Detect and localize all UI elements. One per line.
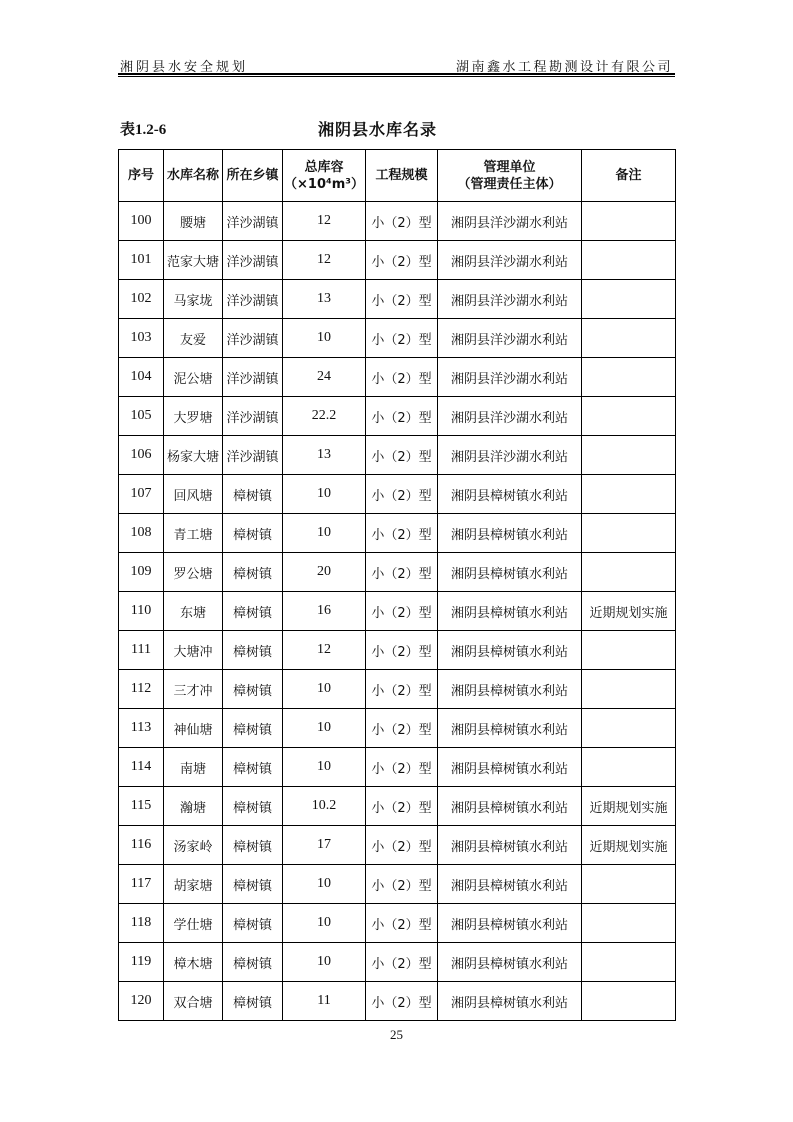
cell-name: 青工塘 xyxy=(164,514,223,553)
cell-unit: 湘阴县樟树镇水利站 xyxy=(438,826,582,865)
cell-town: 洋沙湖镇 xyxy=(223,319,283,358)
cell-town: 洋沙湖镇 xyxy=(223,358,283,397)
table-row xyxy=(119,514,676,553)
cell-note xyxy=(582,904,676,943)
col-header-town: 所在乡镇 xyxy=(223,150,283,202)
cell-note xyxy=(582,475,676,514)
cell-capacity: 24 xyxy=(283,358,366,397)
cell-unit: 湘阴县洋沙湖水利站 xyxy=(438,319,582,358)
cell-town: 樟树镇 xyxy=(223,475,283,514)
col-header-unit-sub: （管理责任主体） xyxy=(457,176,562,192)
cell-note xyxy=(582,397,676,436)
cell-no: 110 xyxy=(119,592,164,631)
cell-capacity: 10 xyxy=(283,748,366,787)
table-row xyxy=(119,865,676,904)
cell-capacity: 22.2 xyxy=(283,397,366,436)
cell-unit: 湘阴县樟树镇水利站 xyxy=(438,475,582,514)
cell-capacity: 16 xyxy=(283,592,366,631)
cell-town: 洋沙湖镇 xyxy=(223,397,283,436)
cell-town: 樟树镇 xyxy=(223,592,283,631)
cell-scale: 小（2）型 xyxy=(366,670,438,709)
cell-note xyxy=(582,553,676,592)
cell-town: 樟树镇 xyxy=(223,826,283,865)
cell-no: 117 xyxy=(119,865,164,904)
cell-scale: 小（2）型 xyxy=(366,514,438,553)
cell-no: 114 xyxy=(119,748,164,787)
cell-note xyxy=(582,358,676,397)
col-header-capacity xyxy=(283,150,366,202)
table-number: 表1.2-6 xyxy=(120,122,167,138)
col-header-no: 序号 xyxy=(119,150,164,202)
cell-town: 樟树镇 xyxy=(223,904,283,943)
col-header-note: 备注 xyxy=(582,150,676,202)
cell-unit: 湘阴县樟树镇水利站 xyxy=(438,865,582,904)
cell-town: 樟树镇 xyxy=(223,865,283,904)
cell-no: 109 xyxy=(119,553,164,592)
cell-name: 腰塘 xyxy=(164,202,223,241)
cell-no: 108 xyxy=(119,514,164,553)
col-header-scale: 工程规模 xyxy=(366,150,438,202)
table-row xyxy=(119,670,676,709)
table-row xyxy=(119,319,676,358)
cell-capacity: 12 xyxy=(283,631,366,670)
cell-town: 樟树镇 xyxy=(223,709,283,748)
cell-no: 116 xyxy=(119,826,164,865)
cell-unit: 湘阴县樟树镇水利站 xyxy=(438,943,582,982)
cell-capacity: 10 xyxy=(283,475,366,514)
cell-note xyxy=(582,514,676,553)
cell-capacity: 10 xyxy=(283,319,366,358)
cell-scale: 小（2）型 xyxy=(366,358,438,397)
cell-town: 樟树镇 xyxy=(223,553,283,592)
cell-note xyxy=(582,865,676,904)
table-row xyxy=(119,631,676,670)
cell-note xyxy=(582,241,676,280)
cell-note xyxy=(582,436,676,475)
cell-capacity: 12 xyxy=(283,202,366,241)
cell-no: 113 xyxy=(119,709,164,748)
cell-note xyxy=(582,631,676,670)
cell-capacity: 10 xyxy=(283,943,366,982)
table-row xyxy=(119,787,676,826)
cell-scale: 小（2）型 xyxy=(366,787,438,826)
cell-note xyxy=(582,319,676,358)
cell-town: 洋沙湖镇 xyxy=(223,241,283,280)
cell-name: 马家垅 xyxy=(164,280,223,319)
cell-no: 102 xyxy=(119,280,164,319)
cell-unit: 湘阴县洋沙湖水利站 xyxy=(438,280,582,319)
cell-scale: 小（2）型 xyxy=(366,241,438,280)
col-header-capacity-unit: （×10⁴m³） xyxy=(284,176,364,192)
table-row xyxy=(119,553,676,592)
cell-note xyxy=(582,280,676,319)
cell-town: 樟树镇 xyxy=(223,982,283,1021)
cell-unit: 湘阴县樟树镇水利站 xyxy=(438,631,582,670)
cell-scale: 小（2）型 xyxy=(366,280,438,319)
cell-capacity: 11 xyxy=(283,982,366,1021)
cell-no: 105 xyxy=(119,397,164,436)
cell-no: 101 xyxy=(119,241,164,280)
table-row xyxy=(119,943,676,982)
cell-name: 学仕塘 xyxy=(164,904,223,943)
cell-scale: 小（2）型 xyxy=(366,553,438,592)
cell-unit: 湘阴县洋沙湖水利站 xyxy=(438,358,582,397)
cell-no: 107 xyxy=(119,475,164,514)
cell-name: 回风塘 xyxy=(164,475,223,514)
cell-name: 泥公塘 xyxy=(164,358,223,397)
cell-note xyxy=(582,943,676,982)
cell-scale: 小（2）型 xyxy=(366,319,438,358)
cell-name: 樟木塘 xyxy=(164,943,223,982)
cell-scale: 小（2）型 xyxy=(366,748,438,787)
table-row xyxy=(119,592,676,631)
table-title: 湘阴县水库名录 xyxy=(318,120,438,139)
cell-capacity: 13 xyxy=(283,436,366,475)
cell-no: 120 xyxy=(119,982,164,1021)
cell-town: 樟树镇 xyxy=(223,943,283,982)
cell-name: 三才冲 xyxy=(164,670,223,709)
cell-unit: 湘阴县洋沙湖水利站 xyxy=(438,241,582,280)
table-row xyxy=(119,358,676,397)
cell-town: 樟树镇 xyxy=(223,631,283,670)
cell-town: 洋沙湖镇 xyxy=(223,280,283,319)
cell-unit: 湘阴县洋沙湖水利站 xyxy=(438,202,582,241)
cell-town: 樟树镇 xyxy=(223,670,283,709)
cell-no: 103 xyxy=(119,319,164,358)
cell-note: 近期规划实施 xyxy=(582,592,676,631)
cell-note xyxy=(582,709,676,748)
cell-capacity: 17 xyxy=(283,826,366,865)
header-rule-thin xyxy=(118,76,675,77)
cell-scale: 小（2）型 xyxy=(366,397,438,436)
table-row xyxy=(119,982,676,1021)
col-header-capacity-label: 总库容 xyxy=(304,159,344,175)
header-rule-thick xyxy=(118,73,675,75)
cell-unit: 湘阴县樟树镇水利站 xyxy=(438,904,582,943)
cell-scale: 小（2）型 xyxy=(366,943,438,982)
cell-scale: 小（2）型 xyxy=(366,436,438,475)
cell-name: 友爱 xyxy=(164,319,223,358)
cell-capacity: 13 xyxy=(283,280,366,319)
cell-scale: 小（2）型 xyxy=(366,202,438,241)
cell-name: 汤家岭 xyxy=(164,826,223,865)
cell-name: 神仙塘 xyxy=(164,709,223,748)
table-row xyxy=(119,241,676,280)
cell-no: 112 xyxy=(119,670,164,709)
cell-unit: 湘阴县樟树镇水利站 xyxy=(438,670,582,709)
table-row xyxy=(119,748,676,787)
cell-scale: 小（2）型 xyxy=(366,865,438,904)
cell-name: 范家大塘 xyxy=(164,241,223,280)
col-header-name: 水库名称 xyxy=(164,150,223,202)
cell-town: 樟树镇 xyxy=(223,787,283,826)
page-number: 25 xyxy=(390,1027,403,1042)
cell-unit: 湘阴县樟树镇水利站 xyxy=(438,553,582,592)
cell-name: 大罗塘 xyxy=(164,397,223,436)
table-row xyxy=(119,475,676,514)
table-row xyxy=(119,280,676,319)
cell-town: 樟树镇 xyxy=(223,514,283,553)
cell-unit: 湘阴县洋沙湖水利站 xyxy=(438,397,582,436)
cell-note xyxy=(582,202,676,241)
table-row xyxy=(119,202,676,241)
cell-capacity: 10 xyxy=(283,514,366,553)
cell-unit: 湘阴县樟树镇水利站 xyxy=(438,514,582,553)
cell-unit: 湘阴县樟树镇水利站 xyxy=(438,709,582,748)
cell-town: 洋沙湖镇 xyxy=(223,202,283,241)
running-header-company: 湖南鑫水工程勘测设计有限公司 xyxy=(455,60,673,75)
cell-name: 罗公塘 xyxy=(164,553,223,592)
cell-scale: 小（2）型 xyxy=(366,631,438,670)
cell-no: 104 xyxy=(119,358,164,397)
running-header-title: 湘阴县水安全规划 xyxy=(120,60,249,75)
table-row xyxy=(119,436,676,475)
cell-scale: 小（2）型 xyxy=(366,592,438,631)
cell-no: 115 xyxy=(119,787,164,826)
cell-name: 胡家塘 xyxy=(164,865,223,904)
cell-unit: 湘阴县洋沙湖水利站 xyxy=(438,436,582,475)
cell-town: 洋沙湖镇 xyxy=(223,436,283,475)
cell-capacity: 10 xyxy=(283,865,366,904)
cell-capacity: 20 xyxy=(283,553,366,592)
cell-capacity: 10 xyxy=(283,904,366,943)
reservoir-table xyxy=(118,149,676,1021)
cell-unit: 湘阴县樟树镇水利站 xyxy=(438,748,582,787)
cell-no: 118 xyxy=(119,904,164,943)
cell-scale: 小（2）型 xyxy=(366,982,438,1021)
cell-unit: 湘阴县樟树镇水利站 xyxy=(438,592,582,631)
col-header-unit-label: 管理单位 xyxy=(483,159,536,175)
cell-name: 瀚塘 xyxy=(164,787,223,826)
table-row xyxy=(119,904,676,943)
table-row xyxy=(119,397,676,436)
cell-name: 南塘 xyxy=(164,748,223,787)
cell-name: 东塘 xyxy=(164,592,223,631)
cell-note: 近期规划实施 xyxy=(582,787,676,826)
cell-town: 樟树镇 xyxy=(223,748,283,787)
col-header-unit xyxy=(438,150,582,202)
table-row xyxy=(119,709,676,748)
table-row xyxy=(119,826,676,865)
cell-name: 大塘冲 xyxy=(164,631,223,670)
cell-capacity: 10 xyxy=(283,709,366,748)
cell-no: 111 xyxy=(119,631,164,670)
cell-capacity: 10.2 xyxy=(283,787,366,826)
cell-capacity: 12 xyxy=(283,241,366,280)
table-header-row xyxy=(119,150,676,202)
cell-name: 杨家大塘 xyxy=(164,436,223,475)
cell-scale: 小（2）型 xyxy=(366,904,438,943)
cell-note xyxy=(582,670,676,709)
cell-no: 106 xyxy=(119,436,164,475)
cell-capacity: 10 xyxy=(283,670,366,709)
cell-scale: 小（2）型 xyxy=(366,475,438,514)
cell-name: 双合塘 xyxy=(164,982,223,1021)
cell-scale: 小（2）型 xyxy=(366,709,438,748)
cell-unit: 湘阴县樟树镇水利站 xyxy=(438,787,582,826)
cell-note: 近期规划实施 xyxy=(582,826,676,865)
cell-scale: 小（2）型 xyxy=(366,826,438,865)
cell-note xyxy=(582,748,676,787)
cell-no: 100 xyxy=(119,202,164,241)
cell-note xyxy=(582,982,676,1021)
cell-no: 119 xyxy=(119,943,164,982)
cell-unit: 湘阴县樟树镇水利站 xyxy=(438,982,582,1021)
